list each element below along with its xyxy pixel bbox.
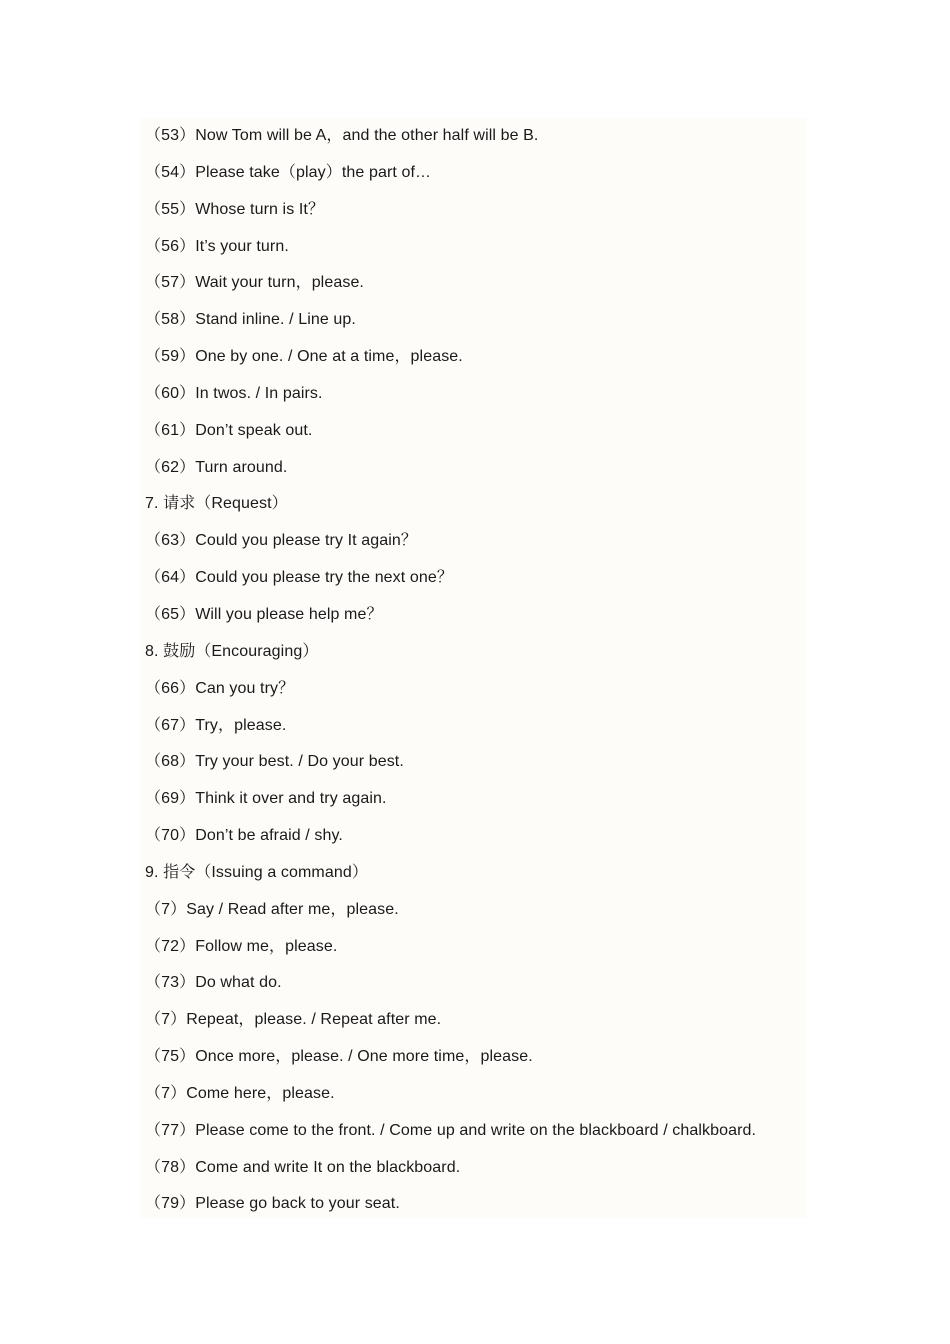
list-item: （70）Don’t be afraid / shy. — [145, 827, 343, 845]
list-item: （58）Stand inline. / Line up. — [145, 311, 356, 329]
list-item: （78）Come and write It on the blackboard. — [145, 1158, 461, 1176]
list-item: （54）Please take（play）the part of… — [145, 163, 432, 181]
section-heading-request: 7. 请求（Request） — [145, 495, 288, 513]
list-item: （77）Please come to the front. / Come up and write on the blackboard / chalkboard. — [145, 1121, 757, 1139]
list-item: （73）Do what do. — [145, 974, 282, 992]
list-item: （60）In twos. / In pairs. — [145, 384, 323, 402]
list-item: （55）Whose turn is It？ — [145, 200, 325, 218]
list-item: （63）Could you please try It again？ — [145, 532, 417, 550]
list-item: （75）Once more，please. / One more time，please. — [145, 1048, 533, 1066]
list-item: （57）Wait your turn，please. — [145, 274, 364, 292]
list-item: （56）It’s your turn. — [145, 237, 289, 255]
list-item: （7）Come here，please. — [145, 1084, 335, 1102]
list-item: （65）Will you please help me？ — [145, 605, 383, 623]
section-heading-command: 9. 指令（Issuing a command） — [145, 863, 368, 881]
list-item: （53）Now Tom will be A，and the other half will be B. — [145, 127, 539, 144]
list-item: （67）Try，please. — [145, 716, 287, 734]
list-item: （68）Try your best. / Do your best. — [145, 753, 404, 771]
section-heading-encouraging: 8. 鼓励（Encouraging） — [145, 642, 319, 660]
phrase-list — [145, 118, 805, 1223]
list-item: （79）Please go back to your seat. — [145, 1195, 400, 1213]
list-item: （69）Think it over and try again. — [145, 790, 387, 808]
list-item: （7）Repeat，please. / Repeat after me. — [145, 1011, 442, 1029]
list-item: （59）One by one. / One at a time，please. — [145, 348, 463, 366]
list-item: （61）Don’t speak out. — [145, 421, 313, 439]
list-item: （64）Could you please try the next one？ — [145, 569, 453, 587]
list-item: （7）Say / Read after me，please. — [145, 900, 399, 918]
list-item: （66）Can you try？ — [145, 679, 295, 697]
list-item: （62）Turn around. — [145, 458, 288, 476]
list-item: （72）Follow me，please. — [145, 937, 338, 955]
